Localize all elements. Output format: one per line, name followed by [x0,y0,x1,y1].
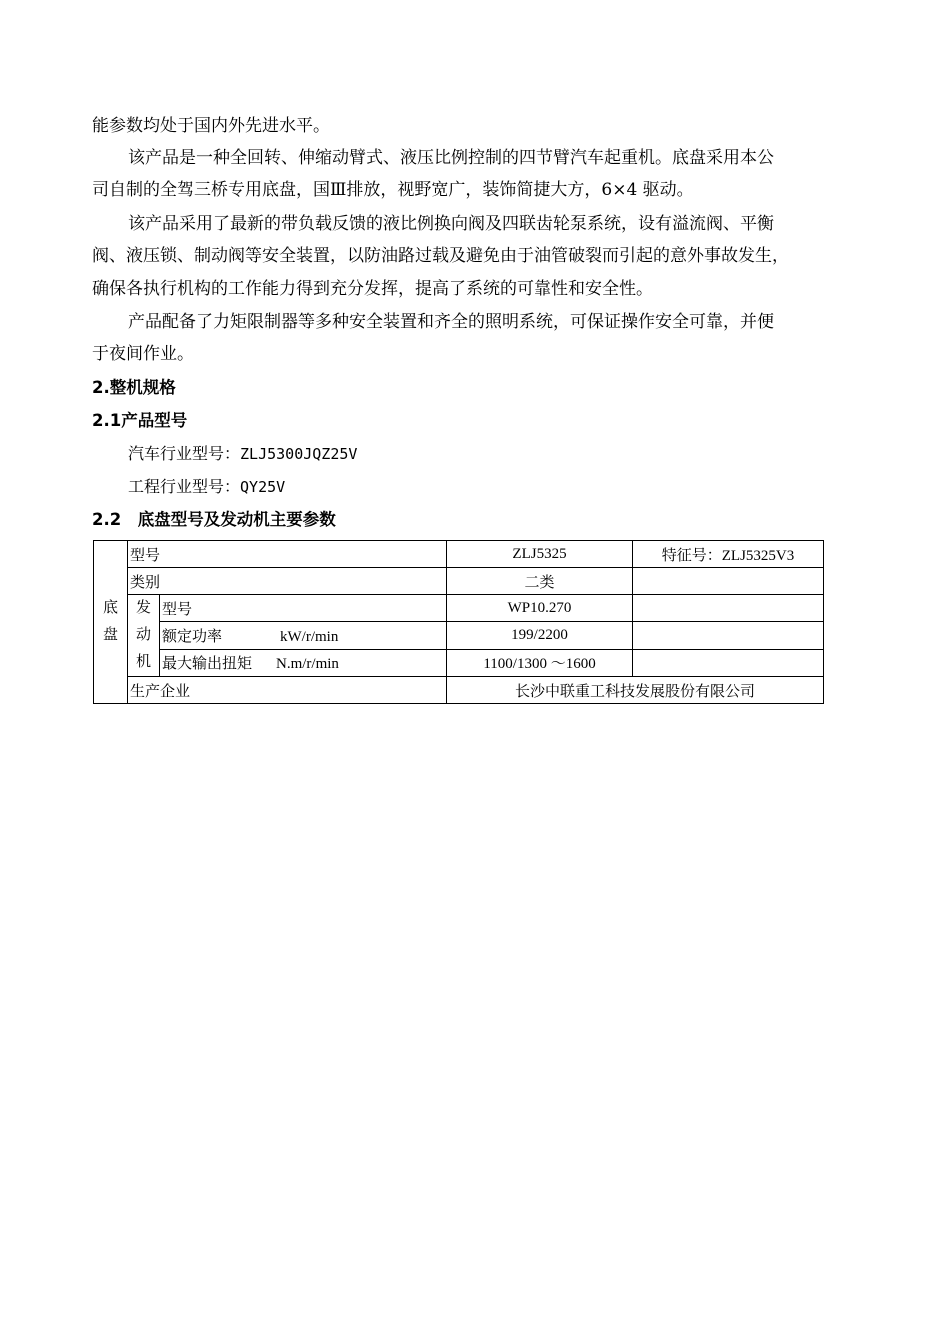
max-torque-unit: N.m/r/min [276,656,339,673]
table-row [94,677,824,704]
category-label: 类别 [128,568,447,595]
chassis-engine-spec-table [93,540,824,704]
max-torque-cell [160,649,447,676]
chassis-model-value: ZLJ5325 [447,541,633,568]
engineering-industry-model-value: QY25V [240,478,286,496]
engine-model-extra [633,595,824,622]
max-torque-extra [633,649,824,676]
intro-paragraph-2-line-1: 该产品采用了最新的带负载反馈的液比例换向阀及四联齿轮泵系统，设有溢流阀、平衡 [128,214,774,234]
manufacturer-value: 长沙中联重工科技发展股份有限公司 [447,677,824,704]
subsection-heading-product-model: 2.1产品型号 [92,411,188,430]
intro-paragraph-3-line-2: 于夜间作业。 [92,344,194,364]
engine-model-value: WP10.270 [447,595,633,622]
intro-paragraph-2-line-2: 阀、液压锁、制动阀等安全装置，以防油路过载及避免由于油管破裂而引起的意外事故发生， [92,246,789,266]
table-row [94,595,824,622]
intro-paragraph-1-line-1: 该产品是一种全回转、伸缩动臂式、液压比例控制的四节臂汽车起重机。底盘采用本公 [128,148,774,168]
rated-power-extra [633,622,824,649]
chassis-feature-code: 特征号：ZLJ5325V3 [633,541,824,568]
chassis-model-label: 型号 [128,541,447,568]
rated-power-label: 额定功率 [162,628,223,645]
rated-power-unit: kW/r/min [280,628,339,645]
max-torque-label: 最大输出扭矩 [162,656,253,673]
manufacturer-label: 生产企业 [128,677,447,704]
auto-industry-model-value: ZLJ5300JQZ25V [240,445,358,463]
category-extra [633,568,824,595]
table-row [94,622,824,649]
engineering-industry-model-line [128,470,285,504]
table-row [94,541,824,568]
intro-paragraph-2-line-3: 确保各执行机构的工作能力得到充分发挥，提高了系统的可靠性和安全性。 [92,279,653,299]
engine-model-label: 型号 [160,595,447,622]
chassis-group-label: 底 盘 [94,541,128,704]
engine-group-label: 发 动 机 [128,595,160,677]
auto-industry-model-line [128,437,357,471]
rated-power-cell [160,622,447,649]
max-torque-value: 1100/1300 ～1600 [447,649,633,676]
intro-paragraph-1-line-2: 司自制的全驾三桥专用底盘，国Ⅲ排放，视野宽广，装饰简捷大方，6×4 驱动。 [92,180,694,200]
section-heading-specs: 2.整机规格 [92,378,176,397]
engineering-industry-model-label: 工程行业型号： [128,477,241,496]
subsection-heading-chassis-engine: 2.2 底盘型号及发动机主要参数 [92,510,336,529]
intro-paragraph-3-line-1: 产品配备了力矩限制器等多种安全装置和齐全的照明系统，可保证操作安全可靠，并便 [128,312,774,332]
table-row [94,649,824,676]
intro-paragraph-end: 能参数均处于国内外先进水平。 [92,116,330,136]
category-value: 二类 [447,568,633,595]
table-row [94,568,824,595]
auto-industry-model-label: 汽车行业型号： [128,444,241,463]
rated-power-value: 199/2200 [447,622,633,649]
